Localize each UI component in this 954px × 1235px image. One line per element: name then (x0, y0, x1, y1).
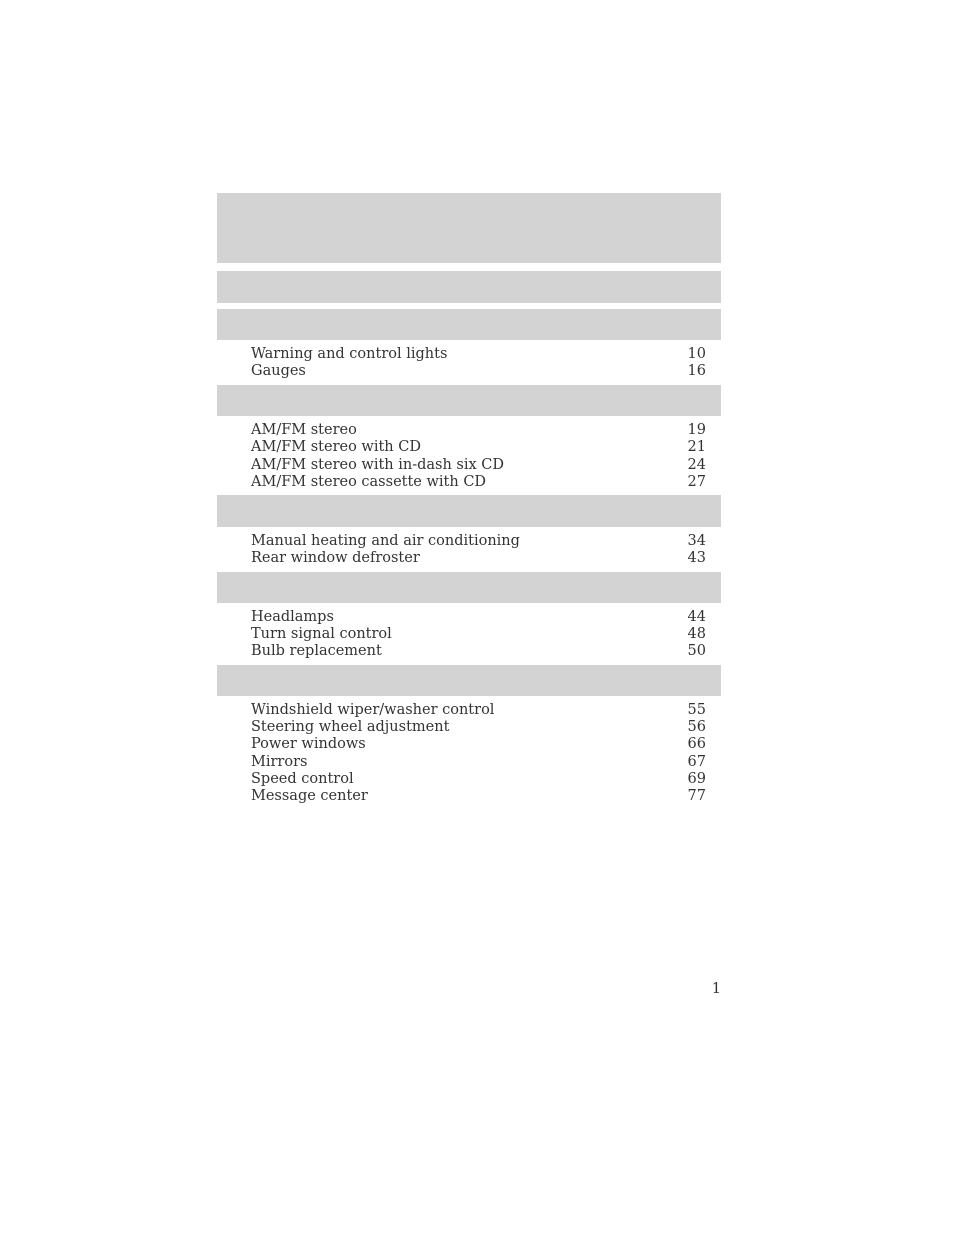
toc-entry-label: AM/FM stereo with CD (251, 439, 421, 455)
toc-entry-page: 44 (687, 609, 706, 625)
toc-entry[interactable] (251, 363, 706, 380)
toc-entry-page: 67 (687, 754, 706, 770)
toc-entry-page: 48 (687, 626, 706, 642)
toc-entry-label: AM/FM stereo with in-dash six CD (251, 457, 505, 473)
toc-entry[interactable] (251, 609, 706, 626)
toc-entry-page: 69 (687, 771, 706, 787)
toc-entry[interactable] (251, 754, 706, 771)
toc-entry[interactable] (251, 719, 706, 736)
toc-entry-page: 66 (687, 736, 706, 752)
toc-entry-page: 19 (687, 422, 706, 438)
toc-entry-page: 27 (687, 474, 706, 490)
toc-entry-label: Turn signal control (251, 626, 392, 642)
toc-entry[interactable] (251, 346, 706, 363)
toc-entry[interactable] (251, 736, 706, 753)
toc-entry-label: AM/FM stereo cassette with CD (251, 474, 487, 490)
toc-entry-page: 77 (687, 788, 706, 804)
toc-entry-label: Steering wheel adjustment (251, 719, 450, 735)
page-number: 1 (711, 981, 721, 997)
toc-entry-page: 56 (687, 719, 706, 735)
toc-entry-page: 43 (687, 550, 706, 566)
toc-entry-label: Message center (251, 788, 368, 804)
toc-entry-label: Mirrors (251, 754, 308, 770)
toc-entry[interactable] (251, 422, 706, 439)
section-header-bar (217, 309, 721, 340)
toc-entry-label: AM/FM stereo (251, 422, 357, 438)
section-header-bar (217, 665, 721, 696)
toc-entry[interactable] (251, 771, 706, 788)
section-header-bar (217, 495, 721, 527)
toc-entry[interactable] (251, 626, 706, 643)
toc-entry[interactable] (251, 439, 706, 456)
toc-entry[interactable] (251, 474, 706, 491)
toc-entry-page: 10 (687, 346, 706, 362)
toc-entry-page: 21 (687, 439, 706, 455)
toc-entry-label: Rear window defroster (251, 550, 420, 566)
toc-entry[interactable] (251, 643, 706, 660)
toc-entry-label: Power windows (251, 736, 366, 752)
toc-entry-label: Speed control (251, 771, 354, 787)
toc-entry-label: Bulb replacement (251, 643, 382, 659)
toc-entry-page: 24 (687, 457, 706, 473)
chapter-header-bar (217, 193, 721, 263)
toc-entry-page: 16 (687, 363, 706, 379)
toc-entry[interactable] (251, 533, 706, 550)
toc-entry[interactable] (251, 702, 706, 719)
toc-entry[interactable] (251, 550, 706, 567)
toc-entry-page: 34 (687, 533, 706, 549)
section-header-bar (217, 385, 721, 416)
section-header-bar (217, 572, 721, 603)
toc-entry-label: Warning and control lights (251, 346, 448, 362)
toc-entry-page: 50 (687, 643, 706, 659)
toc-entry-label: Windshield wiper/washer control (251, 702, 495, 718)
toc-entry-page: 55 (687, 702, 706, 718)
section-header-bar (217, 271, 721, 303)
toc-entry-label: Gauges (251, 363, 306, 379)
toc-entry[interactable] (251, 788, 706, 805)
toc-entry-label: Headlamps (251, 609, 334, 625)
toc-entry[interactable] (251, 457, 706, 474)
toc-entry-label: Manual heating and air conditioning (251, 533, 520, 549)
